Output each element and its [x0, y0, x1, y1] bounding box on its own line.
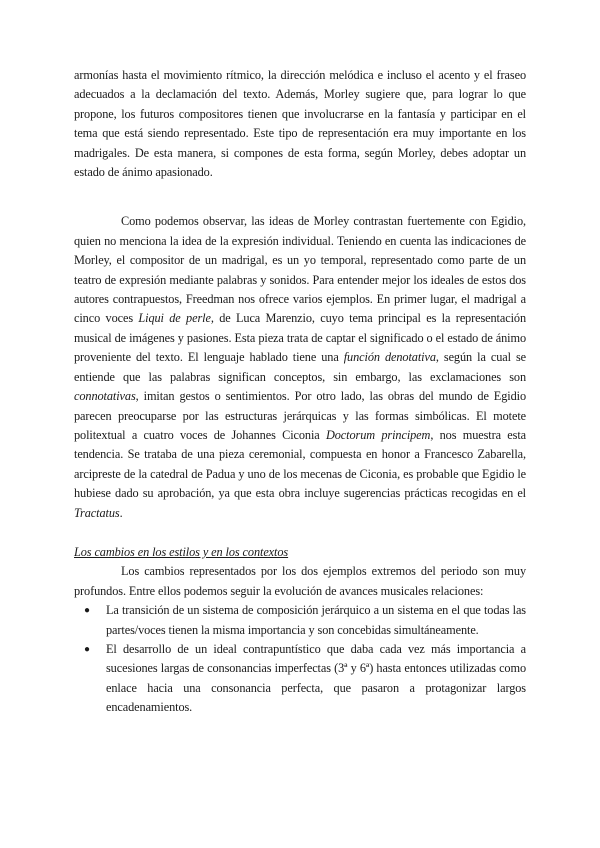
text-segment: Como podemos observar, las ideas de Morley contrastan fuertemente con Egidio, quien no menciona la idea de la expresión individual. Teniendo en cuenta las indicaciones de Morley, el compositor de un madrigal, es un yo temporal, representado como parte de un teatro de expresión mediante palabras y sonidos. Para entender mejor los ideales de estos dos autores contrapuestos, Freedman nos ofrece varios ejemplos. En primer lugar, el madrigal a cinco voces	[74, 214, 526, 326]
text-segment: , según la cual se entiende que las palabras significan conceptos, sin embargo, las exclamaciones son	[74, 350, 527, 384]
italic-title-tractatus: Tractatus	[74, 505, 120, 520]
paragraph-gap	[74, 523, 526, 543]
text-segment: , nos muestra esta tendencia. Se trataba de una pieza ceremonial, compuesta en honor a Francesco Zabarella, arcipreste de la catedral de Padua y uno de los mecenas de Ciconia, es probable que Egidio le hubiese dado su aprobación, ya que esta obra incluye sugerencias prácticas recogidas en el	[74, 427, 526, 501]
paragraph-cambios-intro: Los cambios representados por los dos ejemplos extremos del periodo son muy profundos. Entre ellos podemos seguir la evolución de avances musicales relaciones:	[74, 564, 526, 598]
bullet-icon: ●	[84, 643, 90, 655]
bullet-icon: ●	[84, 605, 90, 617]
text-segment: .	[119, 505, 123, 520]
list-item-text: La transición de un sistema de composición jerárquico a un sistema en el que todas las partes/voces tienen la misma importancia y son concebidas simultáneamente.	[106, 603, 526, 637]
italic-title-liqui-de-perle: Liqui de perle,	[138, 311, 214, 326]
text-segment: , imitan gestos o sentimientos. Por otro lado, las obras del mundo de Egidio parecen preocuparse por las estructuras jerárquicas y las formas simbólicas. El motete politextual a cuatro voces de Johannes Ciconia	[74, 389, 526, 442]
paragraph-morley-declamation: armonías hasta el movimiento rítmico, la dirección melódica e incluso el acento y el fraseo adecuados a la declamación del texto. Además, Morley sugiere que, para lograr lo que propone, los futuros compositores tienen que involucrarse en la fantasía y participar en el tema que está siendo representado. Este tipo de representación era muy importante en los madrigales. De esta manera, si compones de esta forma, según Morley, debes adoptar un estado de ánimo apasionado.	[74, 68, 526, 180]
list-item	[74, 640, 526, 718]
section-heading: Los cambios en los estilos y en los contextos	[74, 544, 289, 559]
list-item-text: El desarrollo de un ideal contrapuntístico que daba cada vez más importancia a sucesiones largas de consonancias imperfectas (3ª y 6ª) hasta entonces utilizadas como enlace hacia una consonancia perfecta, que pasaron a protagonizar largos encadenamientos.	[106, 641, 526, 715]
italic-term-connotativas: connotativas	[74, 389, 136, 404]
italic-term-funcion-denotativa: función denotativa	[343, 350, 436, 365]
list-item	[74, 601, 526, 640]
paragraph-gap	[74, 182, 526, 212]
paragraph-morley-vs-egidio	[74, 212, 526, 523]
bullet-list	[74, 601, 526, 717]
italic-title-doctorum-principem: Doctorum principem	[325, 427, 431, 442]
text-segment: de Luca Marenzio, cuyo tema principal es la representación musical de imágenes y pasiones. Esta pieza trata de captar el significado o el estado de ánimo proveniente del texto. El lenguaje hablado tiene una	[74, 311, 526, 365]
